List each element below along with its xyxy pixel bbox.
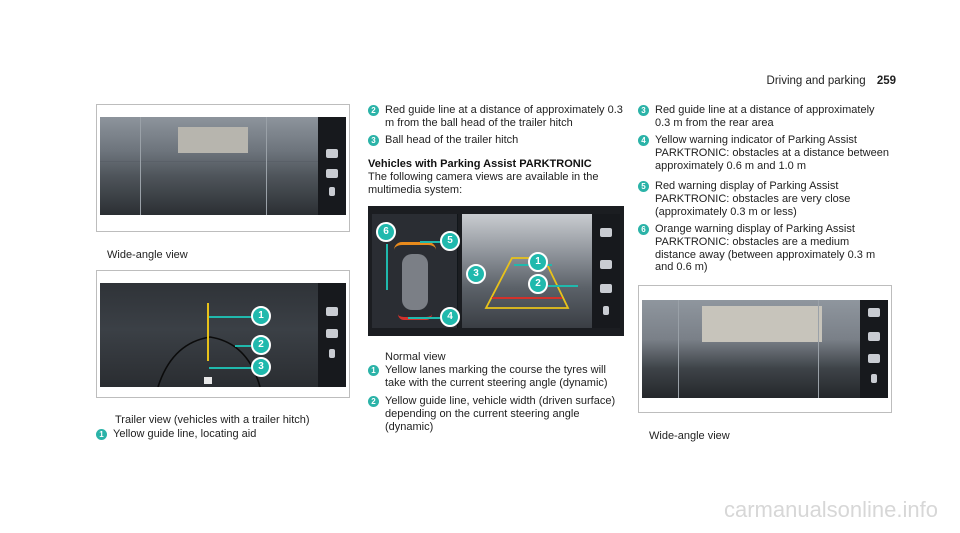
list-item xyxy=(368,364,624,390)
item-badge: 5 xyxy=(638,181,649,192)
callout-3: 3 xyxy=(251,357,271,377)
list-item xyxy=(368,134,624,147)
page-header xyxy=(767,75,896,87)
item-text: Orange warning display of Parking Assist PARKTRONIC: obstacles are a medium distance away (between approximately 0.3 m and 0.6 m) xyxy=(655,223,876,274)
item-text: Yellow guide line, vehicle width (driven surface) depending on the current steering angle (dynamic) xyxy=(385,395,616,433)
building xyxy=(178,127,248,153)
callout-6: 6 xyxy=(376,222,396,242)
item-text: Red warning display of Parking Assist PARKTRONIC: obstacles are very close (approximately 0.3 m or less) xyxy=(655,180,851,218)
ball-head xyxy=(204,377,212,384)
trailer-icon xyxy=(871,374,877,383)
guide-frame xyxy=(140,117,141,215)
item-badge: 3 xyxy=(368,135,379,146)
item-text: Red guide line at a distance of approximately 0.3 m from the rear area xyxy=(655,104,875,129)
guide-frame-right xyxy=(818,300,819,398)
camera-sidebar xyxy=(318,117,346,215)
callout-3-leader xyxy=(209,367,253,369)
callout-2-leader xyxy=(548,285,578,287)
list-item xyxy=(638,180,892,218)
horizon-line xyxy=(100,161,318,162)
trailer-guide-overlay xyxy=(100,283,318,387)
item-badge: 2 xyxy=(368,396,379,407)
car-icon xyxy=(600,260,612,269)
section-heading: Vehicles with Parking Assist PARKTRONIC xyxy=(368,158,592,170)
camera-sidebar xyxy=(592,214,620,328)
list-item xyxy=(368,104,624,130)
figure-caption: Trailer view (vehicles with a trailer hitch) xyxy=(115,414,310,426)
intro-paragraph: The following camera views are available in the multimedia system: xyxy=(368,171,599,196)
item-badge: 2 xyxy=(368,105,379,116)
parking-icon xyxy=(600,284,612,293)
guide-frame-right xyxy=(266,117,267,215)
camera-sidebar xyxy=(860,300,888,398)
camera-icon xyxy=(868,308,880,317)
figure-caption: Wide-angle view xyxy=(649,430,730,442)
parking-icon xyxy=(326,169,338,178)
figure-normal-view xyxy=(368,206,624,336)
parking-icon xyxy=(868,354,880,363)
figure-wide-angle-view xyxy=(96,104,350,232)
item-badge: 1 xyxy=(368,365,379,376)
trailer-icon xyxy=(603,306,609,315)
callout-3: 3 xyxy=(466,264,486,284)
callout-5-leader xyxy=(420,241,442,243)
list-item xyxy=(96,428,350,441)
camera-sidebar xyxy=(318,283,346,387)
car-icon xyxy=(868,332,880,341)
item-text: Yellow lanes marking the course the tyres will take with the current steering angle (dynamic) xyxy=(385,364,608,389)
list-item xyxy=(638,134,892,172)
car-top-view xyxy=(402,254,428,310)
trailer-icon xyxy=(329,349,335,358)
callout-1: 1 xyxy=(251,306,271,326)
camera-icon xyxy=(600,228,612,237)
list-item xyxy=(638,223,892,274)
callout-5: 5 xyxy=(440,231,460,251)
car-icon xyxy=(326,307,338,316)
camera-screen xyxy=(642,300,888,398)
item-badge: 1 xyxy=(96,429,107,440)
item-text: Yellow guide line, locating aid xyxy=(113,428,257,440)
callout-4-leader xyxy=(408,317,440,319)
figure-trailer-view xyxy=(96,270,350,398)
trailer-icon xyxy=(329,187,335,196)
guide-frame xyxy=(678,300,679,398)
item-text: Yellow warning indicator of Parking Assist PARKTRONIC: obstacles at a distance between approximately 0.6 m and 1.0 m xyxy=(655,134,889,172)
callout-2: 2 xyxy=(528,274,548,294)
watermark: carmanualsonline.info xyxy=(723,497,938,522)
parking-icon xyxy=(326,329,338,338)
camera-screen xyxy=(100,283,346,387)
section-title: Driving and parking xyxy=(766,75,866,87)
callout-1-leader xyxy=(209,316,253,318)
camera-screen xyxy=(100,117,346,215)
callout-1: 1 xyxy=(528,252,548,272)
figure-caption: Normal view xyxy=(385,351,446,363)
car-icon xyxy=(326,149,338,158)
figure-wide-angle-view xyxy=(638,285,892,413)
page-number: 259 xyxy=(876,75,896,87)
callout-2: 2 xyxy=(251,335,271,355)
callout-4: 4 xyxy=(440,307,460,327)
item-badge: 4 xyxy=(638,135,649,146)
figure-caption: Wide-angle view xyxy=(107,249,188,261)
item-text: Red guide line at a distance of approximately 0.3 m from the ball head of the trailer hitch xyxy=(385,104,623,129)
building xyxy=(702,306,822,342)
callout-2-leader xyxy=(235,345,251,347)
item-text: Ball head of the trailer hitch xyxy=(385,134,519,146)
list-item xyxy=(368,395,624,433)
list-item xyxy=(638,104,892,130)
item-badge: 6 xyxy=(638,224,649,235)
item-badge: 3 xyxy=(638,105,649,116)
warning-orange xyxy=(394,242,436,250)
callout-6-leader xyxy=(386,244,388,290)
